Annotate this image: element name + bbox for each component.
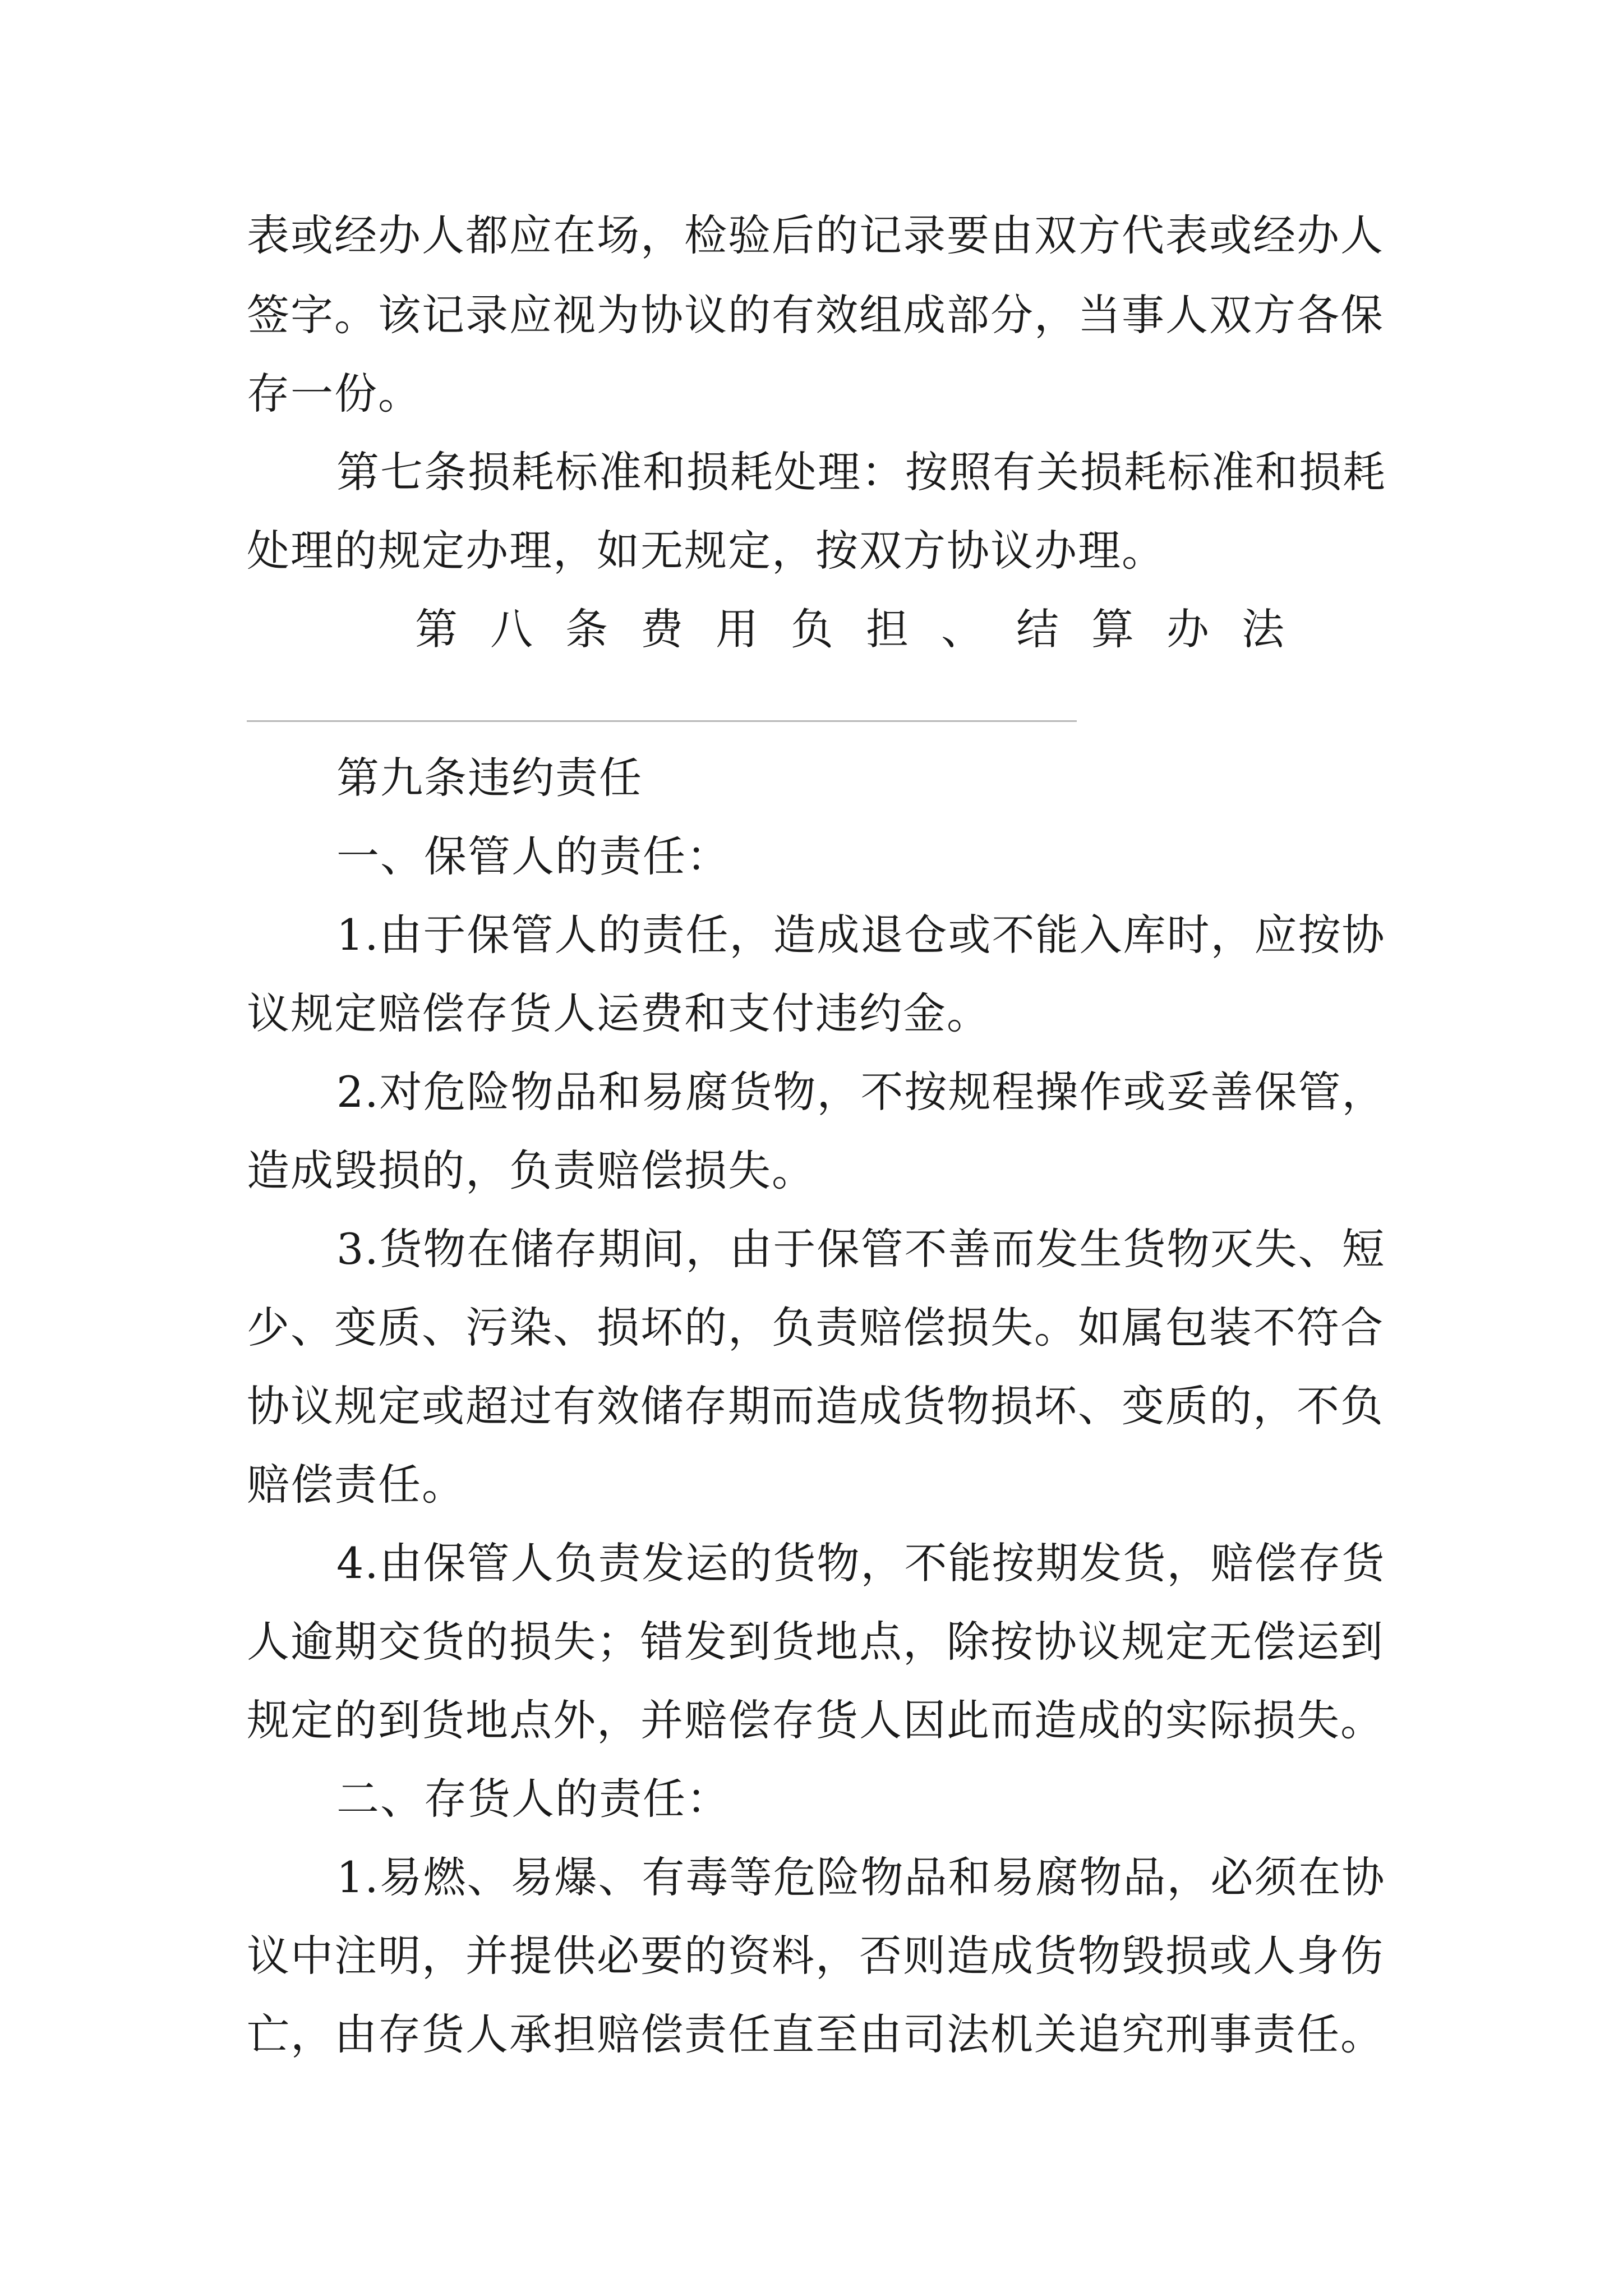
paragraph-line: 少、变质、污染、损坏的，负责赔偿损失。如属包装不符合 bbox=[247, 1303, 1384, 1352]
blank-underline bbox=[247, 720, 1077, 722]
paragraph-line: 造成毁损的，负责赔偿损失。 bbox=[247, 1145, 815, 1195]
paragraph-line: 协议规定或超过有效储存期而造成货物损坏、变质的，不负 bbox=[247, 1381, 1384, 1431]
list-item: 3.货物在储存期间，由于保管不善而发生货物灭失、短 bbox=[336, 1224, 1386, 1274]
paragraph-line: 赔偿责任。 bbox=[247, 1460, 465, 1510]
list-item: 1.由于保管人的责任，造成退仓或不能入库时，应按协 bbox=[336, 910, 1386, 960]
list-item: 1.易燃、易爆、有毒等危险物品和易腐物品，必须在协 bbox=[336, 1852, 1386, 1902]
paragraph-line: 人逾期交货的损失；错发到货地点，除按协议规定无偿运到 bbox=[247, 1617, 1384, 1667]
paragraph-line: 亡，由存货人承担赔偿责任直至由司法机关追究刑事责任。 bbox=[247, 2009, 1384, 2059]
paragraph-line: 签字。该记录应视为协议的有效组成部分，当事人双方各保 bbox=[247, 290, 1384, 340]
paragraph-line: 规定的到货地点外，并赔偿存货人因此而造成的实际损失。 bbox=[247, 1695, 1384, 1745]
list-item: 2.对危险物品和易腐货物，不按规程操作或妥善保管， bbox=[336, 1067, 1386, 1117]
list-item: 4.由保管人负责发运的货物，不能按期发货，赔偿存货 bbox=[336, 1538, 1386, 1588]
section-heading: 一、保管人的责任： bbox=[336, 831, 730, 881]
article-9-heading: 第九条违约责任 bbox=[336, 753, 643, 803]
paragraph-line: 表或经办人都应在场，检验后的记录要由双方代表或经办人 bbox=[247, 210, 1384, 260]
section-heading: 二、存货人的责任： bbox=[336, 1774, 730, 1824]
article-7-heading: 第七条损耗标准和损耗处理：按照有关损耗标准和损耗 bbox=[336, 447, 1386, 497]
paragraph-line: 议规定赔偿存货人运费和支付违约金。 bbox=[247, 988, 990, 1038]
paragraph-line: 议中注明，并提供必要的资料，否则造成货物毁损或人身伤 bbox=[247, 1931, 1384, 1981]
paragraph-line: 处理的规定办理，如无规定，按双方协议办理。 bbox=[247, 526, 1165, 576]
paragraph-line: 存一份。 bbox=[247, 369, 422, 418]
article-8-heading: 第八条费用负担、结算办法 bbox=[415, 604, 1317, 654]
